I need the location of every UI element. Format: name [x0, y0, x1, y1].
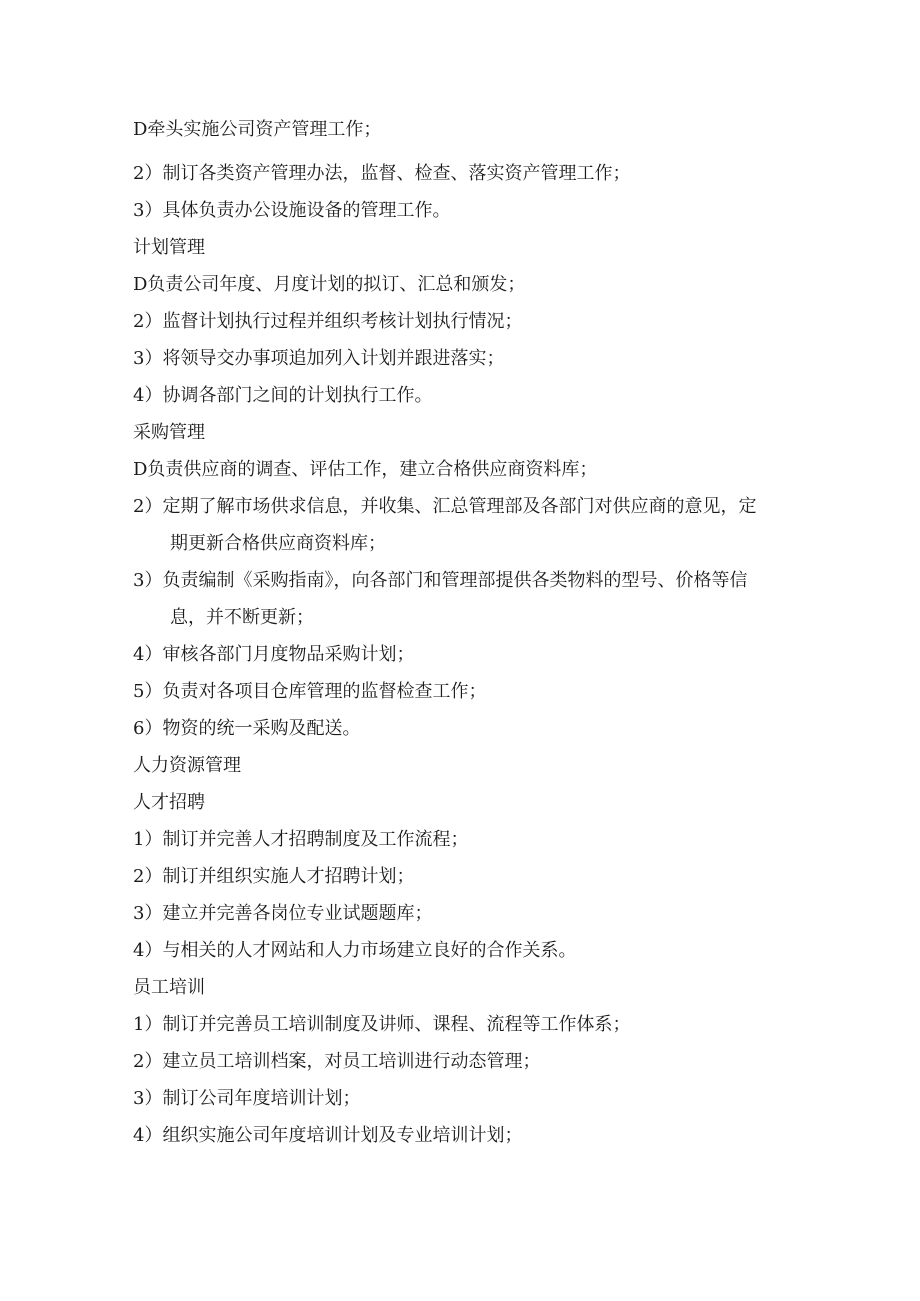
- recruit-item-1: 1）制订并完善人才招聘制度及工作流程；: [133, 829, 469, 850]
- asset-item-2: 2）制订各类资产管理办法，监督、检查、落实资产管理工作；: [133, 163, 631, 184]
- plan-item-4: 4）协调各部门之间的计划执行工作。: [133, 385, 433, 406]
- purchase-item-2-line-1: 2）定期了解市场供求信息，并收集、汇总管理部及各部门对供应商的意见，定: [133, 496, 757, 517]
- plan-item-3: 3）将领导交办事项追加列入计划并跟进落实；: [133, 348, 505, 369]
- training-item-1: 1）制订并完善员工培训制度及讲师、课程、流程等工作体系；: [133, 1014, 631, 1035]
- recruit-heading: 人才招聘: [133, 792, 205, 813]
- asset-item-1: D牵头实施公司资产管理工作；: [133, 119, 382, 140]
- hr-mgmt-heading: 人力资源管理: [133, 755, 241, 776]
- recruit-item-3: 3）建立并完善各岗位专业试题题库；: [133, 903, 433, 924]
- training-item-2: 2）建立员工培训档案，对员工培训进行动态管理；: [133, 1051, 541, 1072]
- purchase-item-3-line-2: 息，并不断更新；: [170, 607, 314, 628]
- recruit-item-2: 2）制订并组织实施人才招聘计划；: [133, 866, 415, 887]
- purchase-item-1: D负责供应商的调查、评估工作，建立合格供应商资料库；: [133, 459, 598, 480]
- asset-item-3: 3）具体负责办公设施设备的管理工作。: [133, 200, 451, 221]
- purchase-item-6: 6）物资的统一采购及配送。: [133, 718, 361, 739]
- purchase-item-5: 5）负责对各项目仓库管理的监督检查工作；: [133, 681, 487, 702]
- purchase-mgmt-heading: 采购管理: [133, 422, 205, 443]
- recruit-item-4: 4）与相关的人才网站和人力市场建立良好的合作关系。: [133, 940, 577, 961]
- training-item-3: 3）制订公司年度培训计划；: [133, 1088, 361, 1109]
- training-item-4: 4）组织实施公司年度培训计划及专业培训计划；: [133, 1125, 523, 1146]
- purchase-item-2-line-2: 期更新合格供应商资料库；: [170, 533, 386, 554]
- plan-item-2: 2）监督计划执行过程并组织考核计划执行情况；: [133, 311, 523, 332]
- purchase-item-4: 4）审核各部门月度物品采购计划；: [133, 644, 415, 665]
- plan-item-1: D负责公司年度、月度计划的拟订、汇总和颁发；: [133, 274, 526, 295]
- training-heading: 员工培训: [133, 977, 205, 998]
- plan-mgmt-heading: 计划管理: [133, 237, 205, 258]
- purchase-item-3-line-1: 3）负责编制《采购指南》，向各部门和管理部提供各类物料的型号、价格等信: [133, 570, 748, 591]
